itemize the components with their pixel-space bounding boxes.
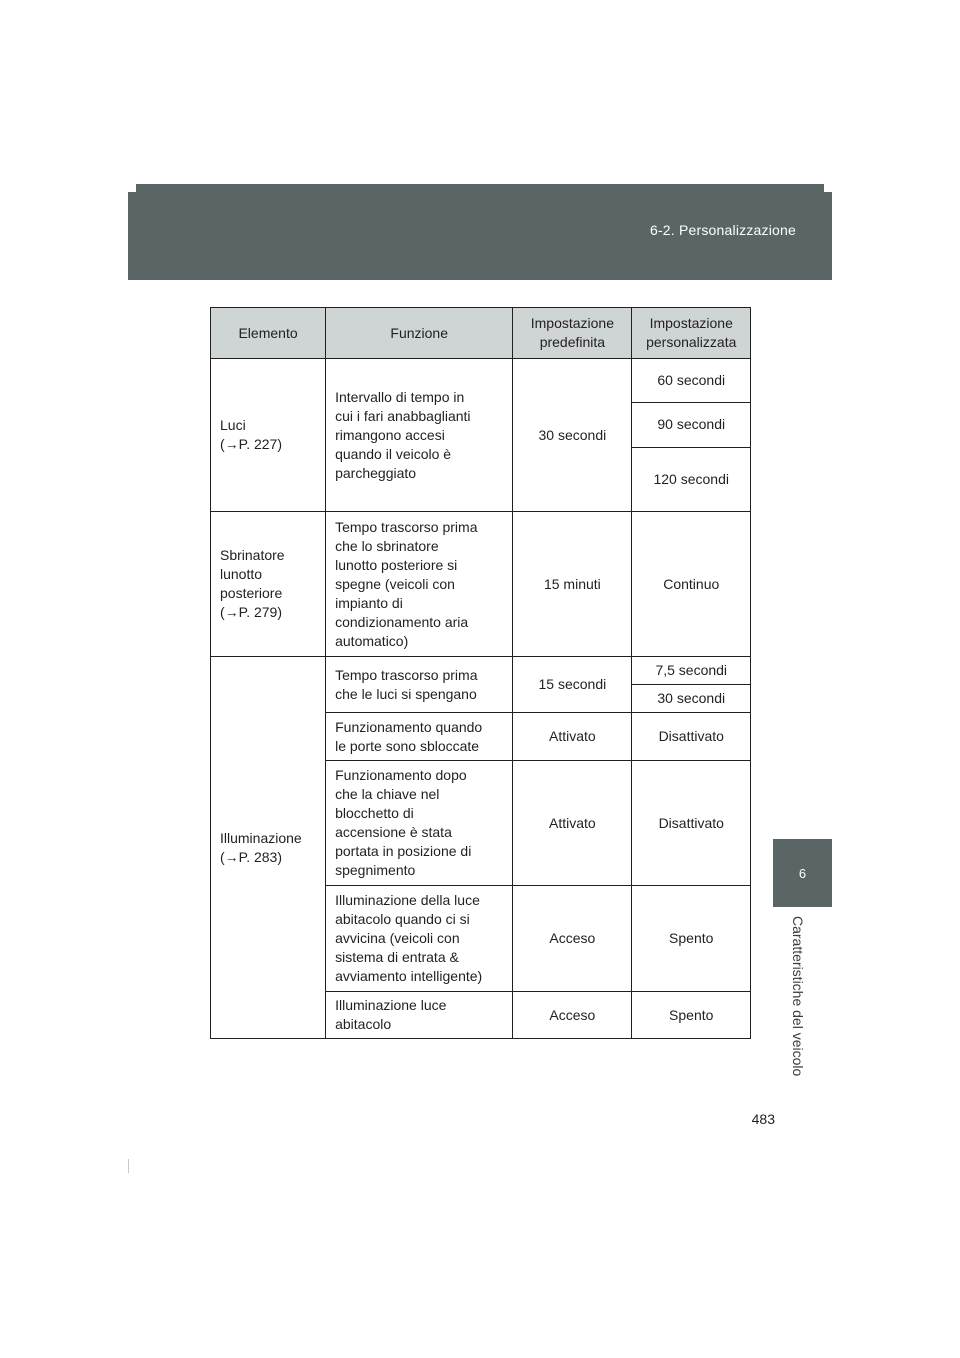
default-cell: Attivato — [513, 761, 632, 886]
function-cell: Tempo trascorso prima che le luci si spengano — [326, 657, 513, 713]
custom-option: 120 secondi — [653, 470, 729, 487]
default-cell: Acceso — [513, 886, 632, 992]
margin-rule — [128, 1159, 129, 1173]
default-cell: 30 secondi — [513, 359, 632, 512]
table-row — [211, 359, 751, 512]
column-header: Funzione — [326, 308, 513, 359]
element-cell: Luci (→P. 227) — [211, 359, 326, 512]
column-header: Impostazione personalizzata — [632, 308, 751, 359]
default-cell: 15 secondi — [513, 657, 632, 713]
section-header-band — [128, 184, 832, 280]
function-cell: Funzionamento dopo che la chiave nel blocchetto di accensione è stata portata in posizione di spegnimento — [326, 761, 513, 886]
default-cell: Attivato — [513, 713, 632, 761]
custom-cell — [632, 359, 751, 512]
function-cell: Illuminazione della luce abitacolo quando ci si avvicina (veicoli con sistema di entrata & avviamento intelligente) — [326, 886, 513, 992]
page-number: 483 — [751, 1111, 775, 1127]
table-row — [211, 657, 751, 713]
custom-option: 7,5 secondi — [632, 657, 750, 685]
chapter-number-tab — [773, 839, 832, 907]
function-cell: Illuminazione luce abitacolo — [326, 992, 513, 1039]
header-corner-right — [824, 184, 832, 192]
table-header-row — [211, 308, 751, 359]
custom-cell — [632, 657, 751, 713]
function-cell: Funzionamento quando le porte sono sbloccate — [326, 713, 513, 761]
customization-table — [210, 307, 751, 1039]
section-title: 6-2. Personalizzazione — [649, 222, 796, 238]
column-header: Impostazione predefinita — [513, 308, 632, 359]
custom-cell: Spento — [632, 992, 751, 1039]
default-cell: Acceso — [513, 992, 632, 1039]
custom-cell: Disattivato — [632, 713, 751, 761]
function-cell: Intervallo di tempo in cui i fari anabbaglianti rimangono accesi quando il veicolo è parcheggiato — [326, 359, 513, 512]
table-row — [211, 512, 751, 657]
chapter-title: Caratteristiche del veicolo — [790, 916, 806, 1077]
chapter-number: 6 — [798, 865, 807, 881]
custom-cell: Continuo — [632, 512, 751, 657]
custom-option: 60 secondi — [632, 359, 750, 403]
element-cell: Illuminazione (→P. 283) — [211, 657, 326, 1039]
custom-cell: Disattivato — [632, 761, 751, 886]
function-cell: Tempo trascorso prima che lo sbrinatore lunotto posteriore si spegne (veicoli con impianto di condizionamento aria automatico) — [326, 512, 513, 657]
custom-option: 30 secondi — [657, 690, 726, 706]
header-corner-left — [128, 184, 136, 192]
element-cell: Sbrinatore lunotto posteriore (→P. 279) — [211, 512, 326, 657]
column-header: Elemento — [211, 308, 326, 359]
custom-cell: Spento — [632, 886, 751, 992]
default-cell: 15 minuti — [513, 512, 632, 657]
custom-option: 90 secondi — [632, 403, 750, 447]
